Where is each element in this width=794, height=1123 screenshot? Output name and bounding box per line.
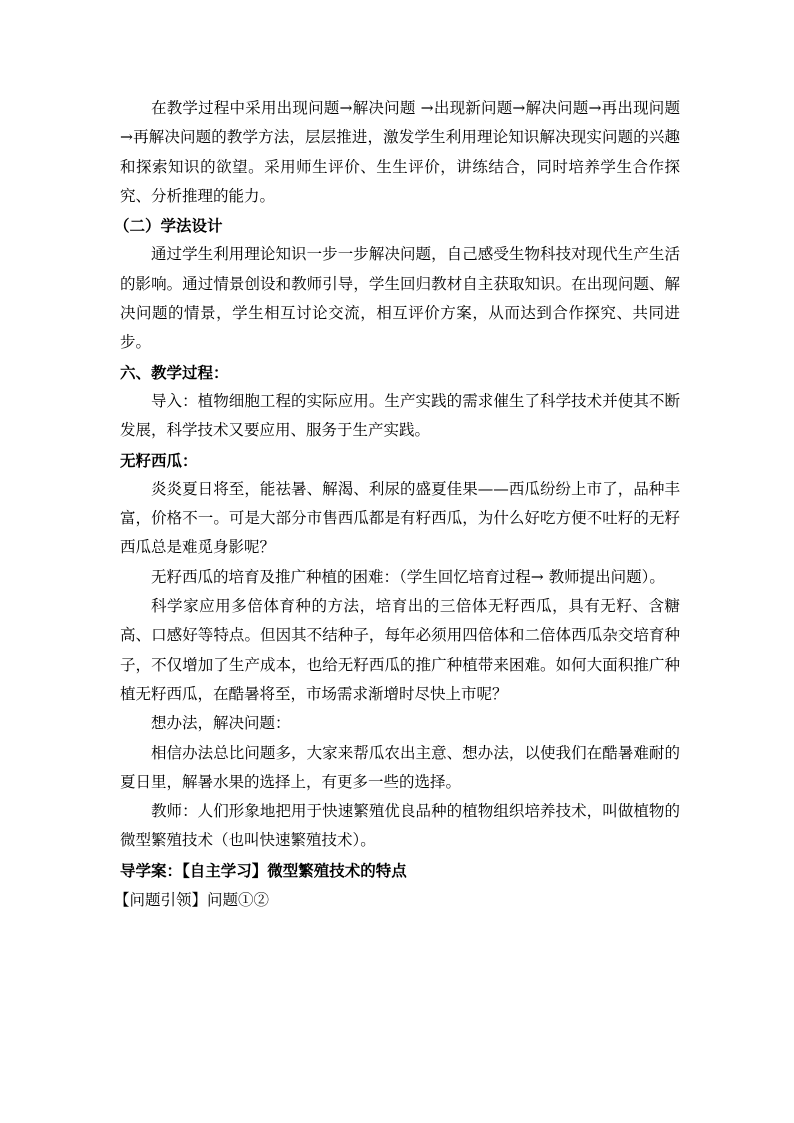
line-question-guide: 【问题引领】问题①② bbox=[114, 891, 270, 910]
paragraph-teacher-micropropagation: 教师：人们形象地把用于快速繁殖优良品种的植物组织培养技术，叫做植物的微型繁殖技术（也叫快速繁殖技术）。 bbox=[120, 802, 680, 850]
paragraph-more-methods: 相信办法总比问题多，大家来帮瓜农出主意、想办法，以使我们在酷暑难耐的夏日里，解暑水果的选择上，有更多一些的选择。 bbox=[120, 743, 680, 791]
document-body bbox=[114, 94, 680, 915]
paragraph-summer-watermelon: 炎炎夏日将至，能祛暑、解渴、利尿的盛夏佳果——西瓜纷纷上市了，品种丰富，价格不一。可是大部分市售西瓜都是有籽西瓜，为什么好吃方便不吐籽的无籽西瓜总是难觅身影呢？ bbox=[120, 479, 680, 557]
study-guide-topic: 微型繁殖技术的特点 bbox=[267, 860, 407, 880]
self-study-tag: 【自主学习】 bbox=[182, 860, 268, 880]
paragraph-teaching-method: 在教学过程中采用出现问题→解决问题 →出现新问题→解决问题→再出现问题→再解决问题的教学方法，层层推进，激发学生利用理论知识解决现实问题的兴趣和探索知识的欲望。采用师生评价、生生评价，讲练结合，同时培养学生合作探究、分析推理的能力。 bbox=[120, 99, 680, 205]
paragraph-study-method: 通过学生利用理论知识一步一步解决问题，自己感受生物科技对现代生产生活的影响。通过情景创设和教师引导，学生回归教材自主获取知识。在出现问题、解决问题的情景，学生相互讨论交流，相互评价方案，从而达到合作探究、共同进步。 bbox=[120, 245, 680, 352]
heading-study-method: （二）学法设计 bbox=[114, 216, 223, 236]
paragraph-introduction: 导入：植物细胞工程的实际应用。生产实践的需求催生了科学技术并使其不断发展，科学技术又要应用、服务于生产实践。 bbox=[120, 391, 680, 440]
paragraph-polyploid-breeding: 科学家应用多倍体育种的方法，培育出的三倍体无籽西瓜，具有无籽、含糖高、口感好等特点。但因其不结种子，每年必须用四倍体和二倍体西瓜杂交培育种子，不仅增加了生产成本，也给无籽西瓜的推广种植带来困难。如何大面积推广种植无籽西瓜，在酷暑将至，市场需求渐增时尽快上市呢？ bbox=[120, 597, 680, 703]
heading-teaching-process: 六、教学过程： bbox=[120, 362, 229, 382]
paragraph-cultivation-difficulty: 无籽西瓜的培育及推广种植的困难：（学生回忆培育过程→ 教师提出问题）。 bbox=[151, 567, 665, 586]
line-study-guide bbox=[120, 856, 680, 886]
study-guide-label: 导学案： bbox=[120, 860, 183, 880]
paragraph-find-solution: 想办法，解决问题： bbox=[151, 714, 291, 733]
heading-seedless-watermelon: 无籽西瓜： bbox=[120, 450, 198, 470]
